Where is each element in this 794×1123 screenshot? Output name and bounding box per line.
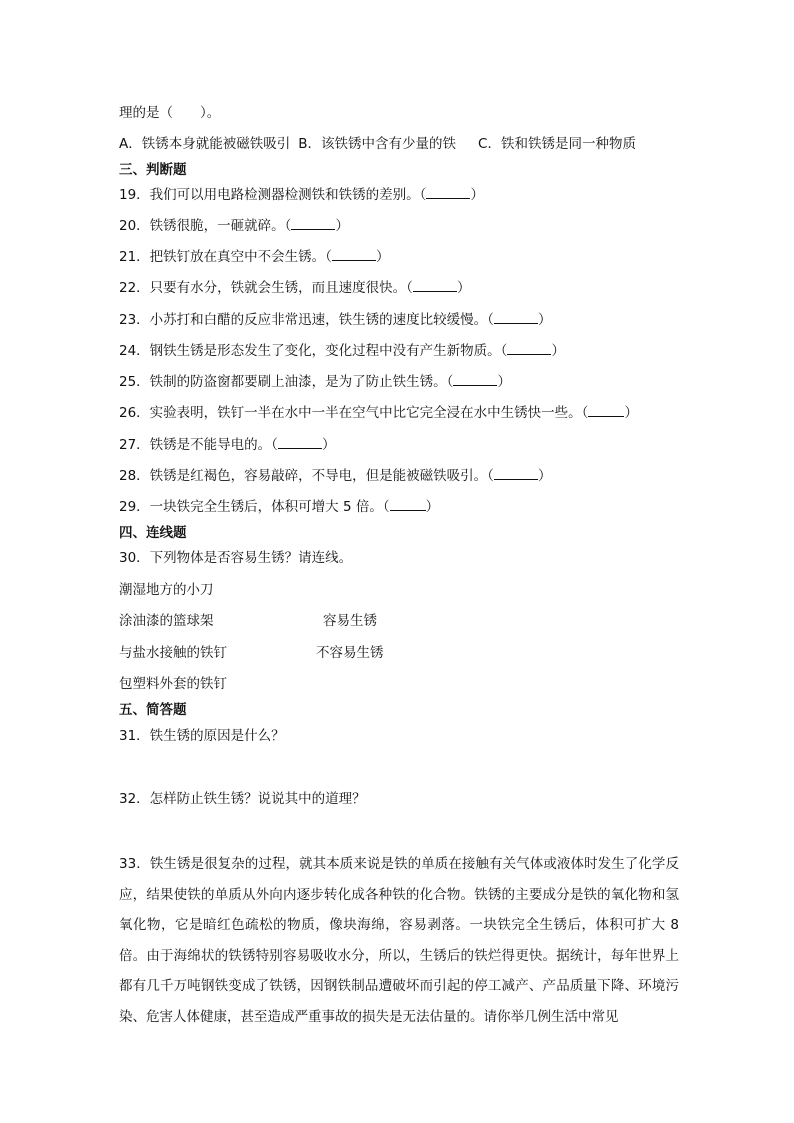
option-c: C．铁和铁锈是同一种物质: [478, 136, 636, 152]
question-18-tail: 理的是（ ）。: [119, 105, 221, 121]
question-21: 21．把铁钉放在真空中不会生锈。（ ）: [119, 249, 390, 265]
question-23: 23．小苏打和白醋的反应非常迅速，铁生锈的速度比较缓慢。（ ）: [119, 312, 552, 328]
section-heading-short-answer: 五、简答题: [119, 702, 187, 718]
question-30: 30．下列物体是否容易生锈？请连线。: [119, 550, 353, 566]
answer-blank[interactable]: [413, 279, 457, 292]
match-left-item[interactable]: 与盐水接触的铁钉: [119, 645, 227, 661]
question-27: 27．铁锈是不能导电的。（ ）: [119, 437, 336, 453]
question-32: 32．怎样防止铁生锈？说说其中的道理？: [119, 791, 366, 807]
section-heading-judgement: 三、判断题: [119, 162, 187, 178]
answer-blank[interactable]: [390, 498, 426, 511]
answer-blank[interactable]: [507, 342, 551, 355]
answer-blank[interactable]: [332, 248, 376, 261]
question-18-options: [119, 135, 636, 153]
match-right-item[interactable]: 不容易生锈: [316, 645, 384, 661]
question-31: 31．铁生锈的原因是什么？: [119, 728, 285, 744]
answer-blank[interactable]: [494, 467, 538, 480]
answer-blank[interactable]: [494, 311, 538, 324]
option-a: A．铁锈本身就能被磁铁吸引: [119, 136, 291, 152]
option-b: B．该铁锈中含有少量的铁: [298, 136, 457, 152]
question-25: 25．铁制的防盗窗都要刷上油漆，是为了防止铁生锈。（ ）: [119, 374, 511, 390]
question-24: 24．钢铁生锈是形态发生了变化，变化过程中没有产生新物质。（ ）: [119, 343, 565, 359]
answer-blank[interactable]: [291, 217, 335, 230]
match-left-item[interactable]: 涂油漆的篮球架: [119, 613, 214, 629]
question-29: 29．一块铁完全生锈后，体积可增大 5 倍。（ ）: [119, 499, 440, 515]
answer-blank[interactable]: [278, 436, 322, 449]
question-22: 22．只要有水分，铁就会生锈，而且速度很快。（ ）: [119, 280, 471, 296]
question-20: 20．铁锈很脆，一砸就碎。（ ）: [119, 218, 349, 234]
match-right-item[interactable]: 容易生锈: [323, 613, 377, 629]
answer-blank[interactable]: [426, 186, 470, 199]
question-26: 26．实验表明，铁钉一半在水中一半在空气中比它完全浸在水中生锈快一些。（ ）: [119, 405, 638, 421]
question-28: 28．铁锈是红褐色，容易敲碎，不导电，但是能被磁铁吸引。（ ）: [119, 468, 552, 484]
match-left-item[interactable]: 潮湿地方的小刀: [119, 582, 214, 598]
question-19: 19．我们可以用电路检测器检测铁和铁锈的差别。（ ）: [119, 187, 484, 203]
answer-blank[interactable]: [453, 373, 497, 386]
answer-blank[interactable]: [588, 404, 624, 417]
match-left-item[interactable]: 包塑料外套的铁钉: [119, 676, 227, 692]
question-33: 33．铁生锈是很复杂的过程，就其本质来说是铁的单质在接触有关气体或液体时发生了化学反应，结果使铁的单质从外向内逐步转化成各种铁的化合物。铁锈的主要成分是铁的氧化物和氢氧化物，它是暗红色疏松的物质，像块海绵，容易剥落。一块铁完全生锈后，体积可扩大 8 倍。由于海绵状的铁锈特别容易吸收水分，所以，生锈后的铁烂得更快。据统计，每年世界上都有几千万吨钢铁变成了铁锈，因钢铁制品遭破坏而引起的停工减产、产品质量下降、环境污染、危害人体健康，甚至造成严重事故的损失是无法估量的。请你举几例生活中常见: [119, 856, 679, 1025]
section-heading-matching: 四、连线题: [119, 525, 187, 541]
